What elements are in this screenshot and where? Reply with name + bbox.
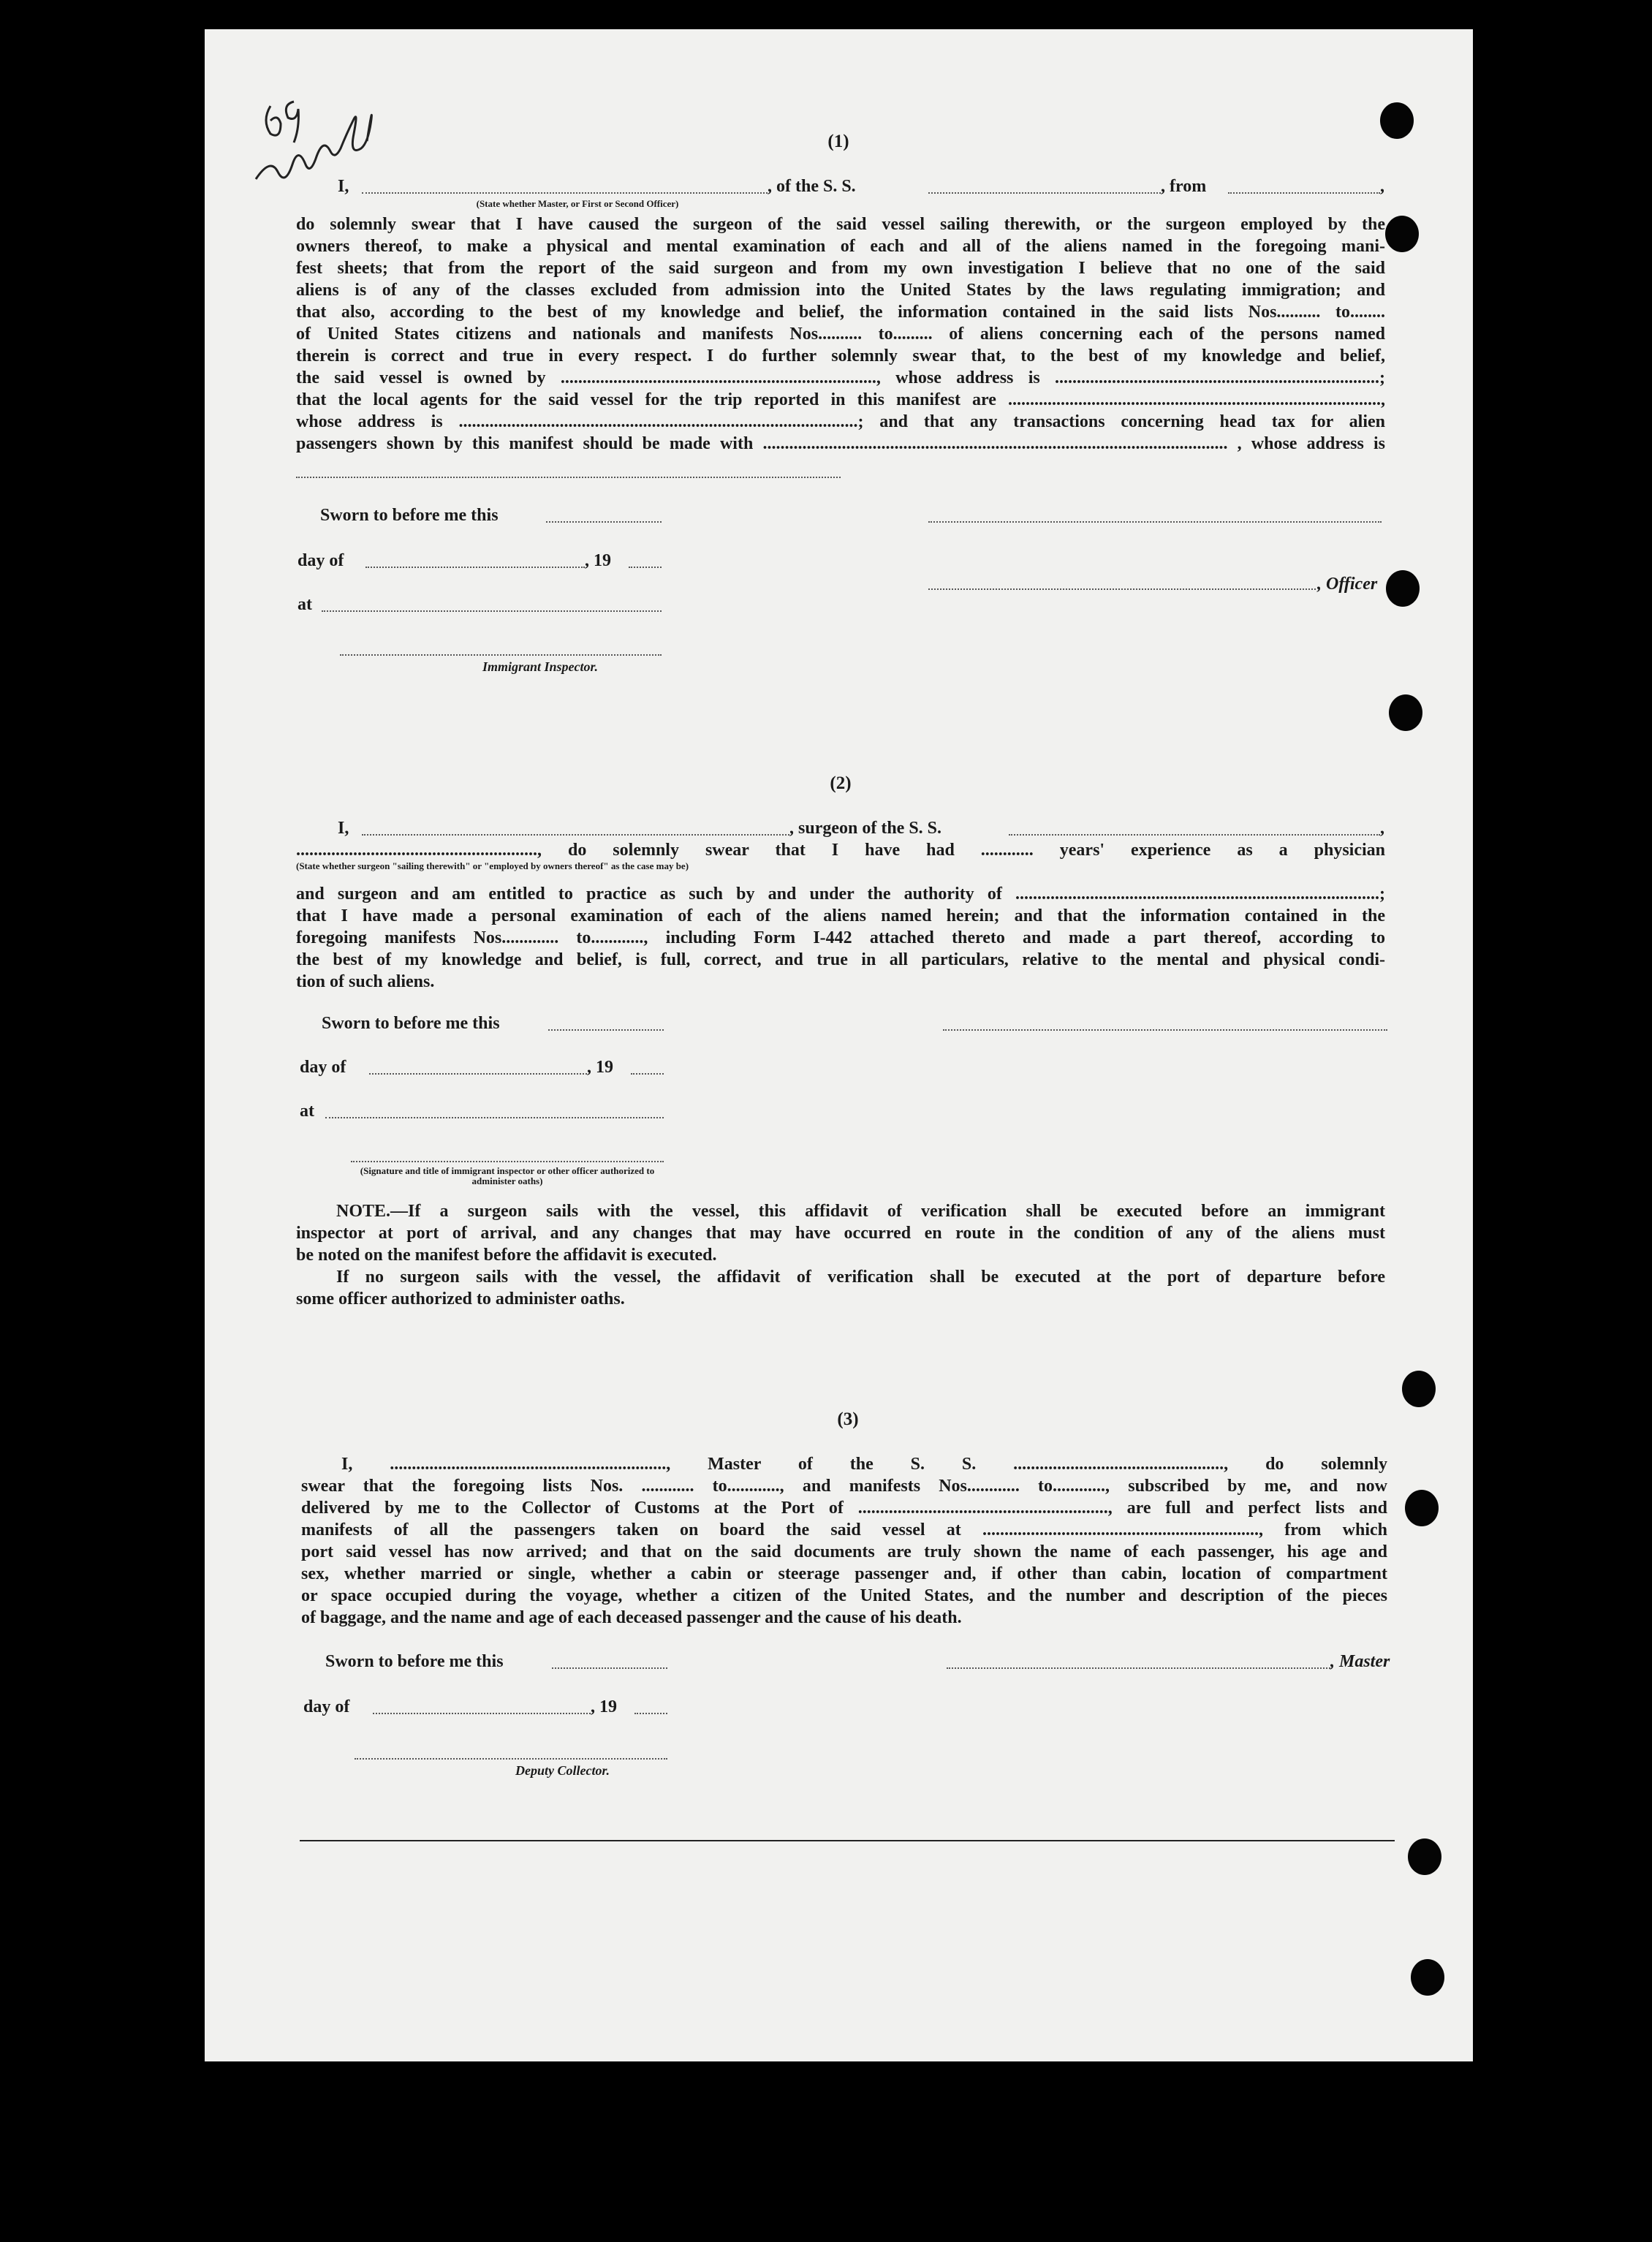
sec2-text-line: ......................................................., do solemnly swear that I have had ............ years' experience as a physician [296,841,1385,860]
sec1-vessel-name-field[interactable] [928,192,1161,194]
sec3-deputy-signature-field[interactable] [355,1758,667,1760]
section-1-number: (1) [827,132,849,151]
sec1-day-field[interactable] [365,567,585,568]
sec2-at-label: at [300,1102,314,1121]
sec2-i-label: I, [338,819,349,838]
punch-hole [1408,1838,1441,1875]
sec1-officer-label: , Officer [1317,575,1378,594]
note-text: —If a surgeon sails with the vessel, this affidavit of verification shall be executed before an immigrant [390,1202,1385,1221]
sec1-text-line: aliens is of any of the classes excluded from admission into the United States by the laws regulating immigration; and [296,281,1385,300]
sec1-year-prefix: , 19 [585,551,611,570]
punch-hole [1380,102,1414,139]
section-3-number: (3) [837,1409,859,1429]
sec1-officer-name-field[interactable] [362,192,768,194]
sec3-master-signature-field[interactable] [947,1667,1330,1669]
punch-hole [1402,1371,1436,1407]
punch-hole [1386,570,1420,607]
sec3-text-line: or space occupied during the voyage, whether a citizen of the United States, and the number and description of the pieces [301,1586,1387,1605]
sec3-deputy-caption: Deputy Collector. [515,1763,610,1778]
sec1-text-line: that also, according to the best of my knowledge and belief, the information contained in the said lists Nos.......... to........ [296,303,1385,322]
punch-hole [1405,1490,1439,1526]
sec3-day-of-label: day of [303,1697,350,1716]
sec2-note-line: inspector at port of arrival, and any changes that may have occurred en route in the condition of any of the aliens must [296,1224,1385,1243]
punch-hole [1385,216,1419,252]
sec1-text-line: whose address is ...........................................................................................; and that any transactions concerning head tax for alien [296,412,1385,431]
sec1-of-ss-label: , of the S. S. [768,177,856,196]
sec1-text-line: of United States citizens and nationals and manifests Nos.......... to......... of aliens concerning each of the persons named [296,325,1385,344]
sec2-vessel-name-field[interactable] [1009,834,1380,836]
note-label: NOTE. [336,1202,391,1221]
sec1-day-of-label: day of [298,551,344,570]
sec2-sworn-label: Sworn to before me this [322,1014,500,1033]
sec2-text-line: that I have made a personal examination of each of the aliens named herein; and that the information contained in the [296,906,1385,925]
sec2-note2-line: If no surgeon sails with the vessel, the affidavit of verification shall be executed at the port of departure before [336,1268,1385,1287]
handwritten-annotation [249,77,417,201]
sec2-surgeon-name-field[interactable] [362,834,789,836]
sec3-text-line: delivered by me to the Collector of Customs at the Port of ........................................................., are full and perfect lists and [301,1499,1387,1518]
sec1-sworn-date-field[interactable] [546,521,662,523]
sec2-inspector-signature-field[interactable] [351,1161,664,1162]
sec1-year-field[interactable] [629,567,662,568]
sec1-text-line: do solemnly swear that I have caused the surgeon of the said vessel sailing therewith, or the surgeon employed by the [296,215,1385,234]
sec2-text-line: tion of such aliens. [296,972,435,991]
sec2-note2-line: some officer authorized to administer oaths. [296,1289,625,1309]
sec3-year-field[interactable] [634,1713,667,1714]
punch-hole [1389,694,1422,731]
sec2-signature-field[interactable] [943,1029,1387,1031]
sec1-officer-caption: (State whether Master, or First or Second Officer) [476,198,679,209]
sec3-sworn-label: Sworn to before me this [325,1652,504,1671]
sec3-text-line: of baggage, and the name and age of each deceased passenger and the cause of his death. [301,1608,962,1627]
sec1-text-line: the said vessel is owned by ........................................................................, whose address is ..........................................................................; [296,368,1385,387]
sec1-text-line: that the local agents for the said vessel for the trip reported in this manifest are ....................................................................................., [296,390,1385,409]
sec1-inspector-signature-field[interactable] [340,654,662,656]
sec3-text-line: sex, whether married or single, whether a cabin or steerage passenger and, if other than cabin, location of compartment [301,1564,1387,1583]
sec3-text-line: port said vessel has now arrived; and that on the said documents are truly shown the name of each passenger, his age and [301,1542,1387,1561]
sec1-i-label: I, [338,177,349,196]
sec2-at-field[interactable] [325,1117,664,1118]
sec1-text-line: passengers shown by this manifest should be made with .......................................................................................................... , whose address is [296,434,1385,453]
bottom-rule [300,1840,1395,1841]
sec3-year-prefix: , 19 [591,1697,617,1716]
sec1-inspector-caption: Immigrant Inspector. [482,659,599,674]
sec1-text-line: fest sheets; that from the report of the said surgeon and from my own investigation I believe that no one of the said [296,259,1385,278]
sec2-year-field[interactable] [631,1073,664,1075]
sec1-at-field[interactable] [322,610,662,612]
sec1-comma: , [1380,177,1384,196]
sec1-from-field[interactable] [1228,192,1380,194]
punch-hole [1411,1959,1444,1996]
sec2-year-prefix: , 19 [587,1058,613,1077]
sec1-officer-title-field[interactable] [928,588,1316,590]
sec2-note-line: be noted on the manifest before the affidavit is executed. [296,1246,717,1265]
sec2-sworn-date-field[interactable] [548,1029,664,1031]
sec1-at-label: at [298,595,312,614]
sec3-day-field[interactable] [373,1713,591,1714]
sec2-text-line: foregoing manifests Nos............. to............, including Form I-442 attached thereto and made a part thereof, according to [296,928,1385,947]
sec3-text-line: manifests of all the passengers taken on board the said vessel at ..............................................................., from which [301,1520,1387,1540]
sec2-signature-caption: (Signature and title of immigrant inspector or other officer authorized to administer oaths) [360,1165,655,1186]
sec2-day-field[interactable] [369,1073,587,1075]
sec2-text-line: the best of my knowledge and belief, is full, correct, and true in all particulars, relative to the mental and physical condi- [296,950,1385,969]
sec3-sworn-date-field[interactable] [552,1667,667,1669]
sec2-surgeon-of-ss-label: , surgeon of the S. S. [789,819,942,838]
sec2-surgeon-caption: (State whether surgeon "sailing therewith" or "employed by owners thereof" as the case may be) [296,860,689,871]
sec1-sworn-label: Sworn to before me this [320,506,499,525]
sec1-signature-field[interactable] [928,521,1382,523]
handwritten-annotation-drawing [249,77,417,201]
sec1-text-line: owners thereof, to make a physical and mental examination of each and all of the aliens named in the foregoing mani- [296,237,1385,256]
sec3-text-line: swear that the foregoing lists Nos. ............ to............, and manifests Nos............ to............, subscribed by me, and now [301,1477,1387,1496]
sec3-text-line: I, ..............................................................., Master of the S. S. ................................................, do solemnly [341,1455,1387,1474]
sec1-text-line: therein is correct and true in every respect. I do further solemnly swear that, to the best of my knowledge and belief, [296,346,1385,366]
sec2-comma: , [1380,819,1384,838]
manifest-affidavit-page [205,29,1473,2061]
sec2-note-line [296,1200,1385,1222]
sec1-from-label: , from [1161,177,1207,196]
sec3-master-label: , Master [1330,1652,1390,1671]
section-2-number: (2) [830,773,852,793]
sec1-address-continuation-field[interactable] [296,477,841,478]
sec2-day-of-label: day of [300,1058,346,1077]
sec2-text-line: and surgeon and am entitled to practice as such by and under the authority of ...................................................................................; [296,885,1385,904]
